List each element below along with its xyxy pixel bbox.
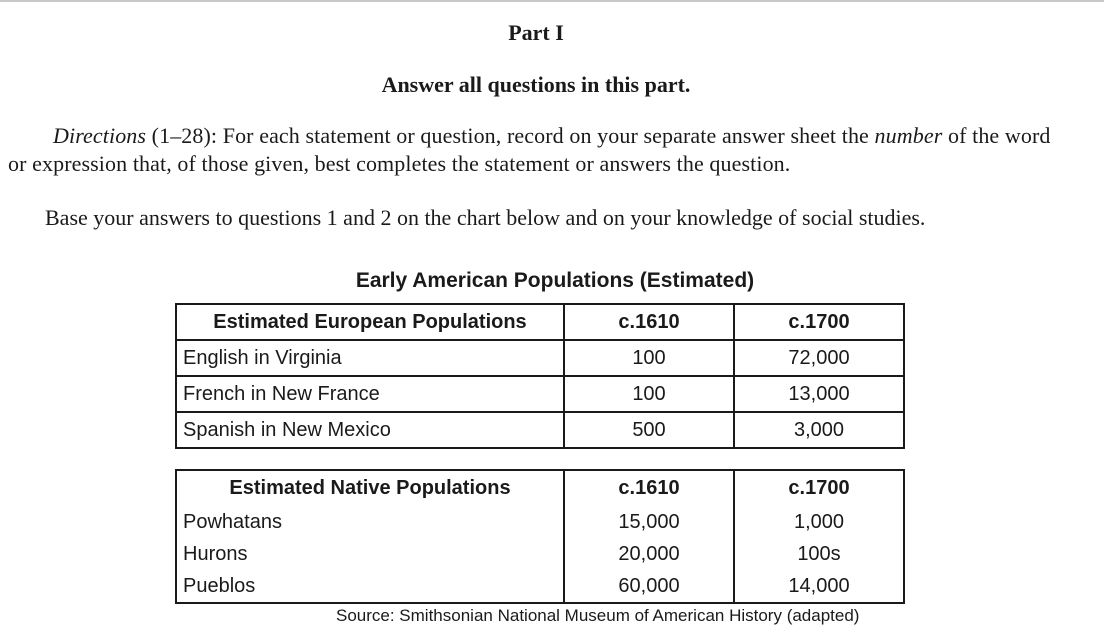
part-title: Part I	[508, 20, 564, 45]
table-cell: Spanish in New Mexico	[176, 412, 564, 448]
table-row	[176, 570, 904, 603]
table-cell: 100	[564, 340, 734, 376]
table-header-row	[176, 470, 904, 506]
directions-label: Directions	[53, 123, 147, 148]
chart-title: Early American Populations (Estimated)	[355, 269, 755, 292]
top-rule	[0, 0, 1104, 2]
table-cell: 20,000	[564, 538, 734, 570]
table-cell: 100	[564, 376, 734, 412]
table-cell: 3,000	[734, 412, 904, 448]
table-cell: 13,000	[734, 376, 904, 412]
part-instruction: Answer all questions in this part.	[381, 72, 691, 97]
table-row	[176, 412, 904, 448]
directions-range: (1–28): For each statement or question, record on your separate answer sheet the	[151, 123, 869, 148]
column-header: c.1700	[734, 470, 904, 506]
table-cell: 60,000	[564, 570, 734, 603]
column-header: c.1700	[734, 304, 904, 340]
table-cell: French in New France	[176, 376, 564, 412]
table-row	[176, 506, 904, 538]
directions-emphasis: number	[874, 123, 943, 148]
table-cell: English in Virginia	[176, 340, 564, 376]
table-cell: 15,000	[564, 506, 734, 538]
table-cell: Pueblos	[176, 570, 564, 603]
table-header-row	[176, 304, 904, 340]
table-row	[176, 538, 904, 570]
column-header: c.1610	[564, 470, 734, 506]
table-cell: 500	[564, 412, 734, 448]
european-populations-table	[175, 303, 905, 449]
table-cell: 14,000	[734, 570, 904, 603]
column-header: c.1610	[564, 304, 734, 340]
directions-rest: of the word or expression that, of those given, best completes the statement or answers the question.	[8, 123, 1051, 176]
table-row	[176, 340, 904, 376]
table-cell: Powhatans	[176, 506, 564, 538]
table-cell: 1,000	[734, 506, 904, 538]
table-cell: Hurons	[176, 538, 564, 570]
native-populations-table	[175, 469, 905, 604]
table-row	[176, 376, 904, 412]
source-citation: Source: Smithsonian National Museum of American History (adapted)	[336, 606, 860, 625]
base-instruction: Base your answers to questions 1 and 2 on the chart below and on your knowledge of social studies.	[45, 205, 926, 230]
column-header: Estimated European Populations	[176, 304, 564, 340]
table-cell: 72,000	[734, 340, 904, 376]
column-header: Estimated Native Populations	[176, 470, 564, 506]
directions-paragraph	[8, 122, 1070, 178]
table-cell: 100s	[734, 538, 904, 570]
